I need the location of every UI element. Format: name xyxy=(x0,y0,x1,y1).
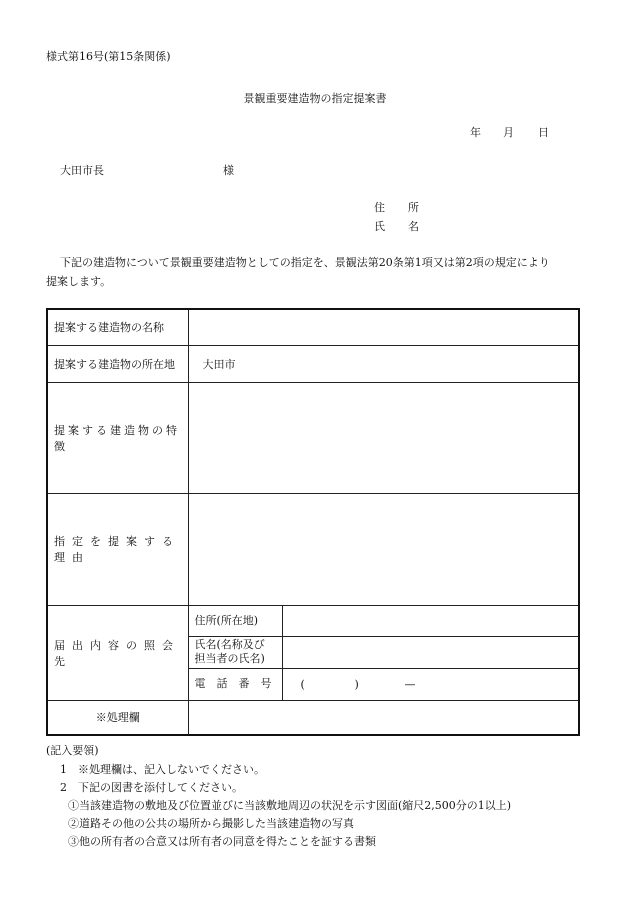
phone-paren-open: ( xyxy=(300,677,305,691)
phone-paren-close: ) xyxy=(354,677,359,691)
form-number: 様式第16号(第15条関係) xyxy=(46,50,171,63)
contact-name-label-line-1: 氏名(名称及び xyxy=(194,638,265,651)
contact-address-field[interactable] xyxy=(282,605,579,636)
building-location-label: 提案する建造物の所在地 xyxy=(47,345,188,382)
phone-label-char-2: 話 xyxy=(216,677,228,690)
row-proposal-reason xyxy=(47,493,579,605)
building-features-field[interactable] xyxy=(188,382,579,493)
body-text-line-1: 下記の建造物について景観重要建造物としての指定を、景観法第20条第1項又は第2項の規定により xyxy=(60,256,550,269)
building-name-label: 提案する建造物の名称 xyxy=(47,309,188,345)
applicant-address-label-2: 所 xyxy=(408,201,419,214)
note-sub-item-1: ①当該建造物の敷地及び位置並びに当該敷地周辺の状況を示す図面(縮尺2,500分の1以上) xyxy=(68,799,512,812)
processing-label: ※処理欄 xyxy=(47,700,188,735)
date-day: 日 xyxy=(538,126,549,139)
note-sub-item-3: ③他の所有者の合意又は所有者の同意を得たことを証する書類 xyxy=(68,835,376,848)
contact-label: 届出内容の照会先 xyxy=(47,605,188,700)
body-text-line-2: 提案します。 xyxy=(46,275,112,288)
applicant-address-label-1: 住 xyxy=(374,201,385,214)
note-sub-item-2: ②道路その他の公共の場所から撮影した当該建造物の写真 xyxy=(68,817,354,830)
proposal-reason-field[interactable] xyxy=(188,493,579,605)
building-location-field[interactable]: 大田市 xyxy=(188,345,579,382)
row-building-name xyxy=(47,309,579,345)
building-name-field[interactable] xyxy=(188,309,579,345)
phone-label-char-4: 号 xyxy=(260,677,272,690)
phone-label-char-3: 番 xyxy=(238,677,250,690)
date-year: 年 xyxy=(470,126,481,139)
note-item-2: 2 下記の図書を添付してください。 xyxy=(60,781,243,794)
contact-phone-label xyxy=(188,668,282,700)
processing-field xyxy=(188,700,579,735)
contact-address-label: 住所(所在地) xyxy=(188,605,282,636)
proposal-form-table xyxy=(46,308,580,736)
row-building-features xyxy=(47,382,579,493)
notes-heading: (記入要領) xyxy=(46,744,99,757)
addressee-name: 大田市長 xyxy=(60,164,104,177)
applicant-name-label-2: 名 xyxy=(408,220,419,233)
row-processing xyxy=(47,700,579,735)
applicant-name-label-1: 氏 xyxy=(374,220,385,233)
phone-label-char-1: 電 xyxy=(194,677,206,690)
row-contact-address xyxy=(47,605,579,636)
contact-phone-field[interactable] xyxy=(282,668,579,700)
building-features-label: 提案する建造物の特徴 xyxy=(47,382,188,493)
date-month: 月 xyxy=(503,126,514,139)
note-item-1: 1 ※処理欄は、記入しないでください。 xyxy=(60,763,265,776)
proposal-reason-label: 指定を提案する理由 xyxy=(47,493,188,605)
addressee-honorific: 様 xyxy=(223,164,234,177)
contact-name-field[interactable] xyxy=(282,636,579,668)
phone-dash: — xyxy=(404,677,416,691)
page-title: 景観重要建造物の指定提案書 xyxy=(243,92,387,105)
contact-name-label xyxy=(188,636,282,668)
contact-name-label-line-2: 担当者の氏名) xyxy=(194,652,265,665)
row-building-location xyxy=(47,345,579,382)
